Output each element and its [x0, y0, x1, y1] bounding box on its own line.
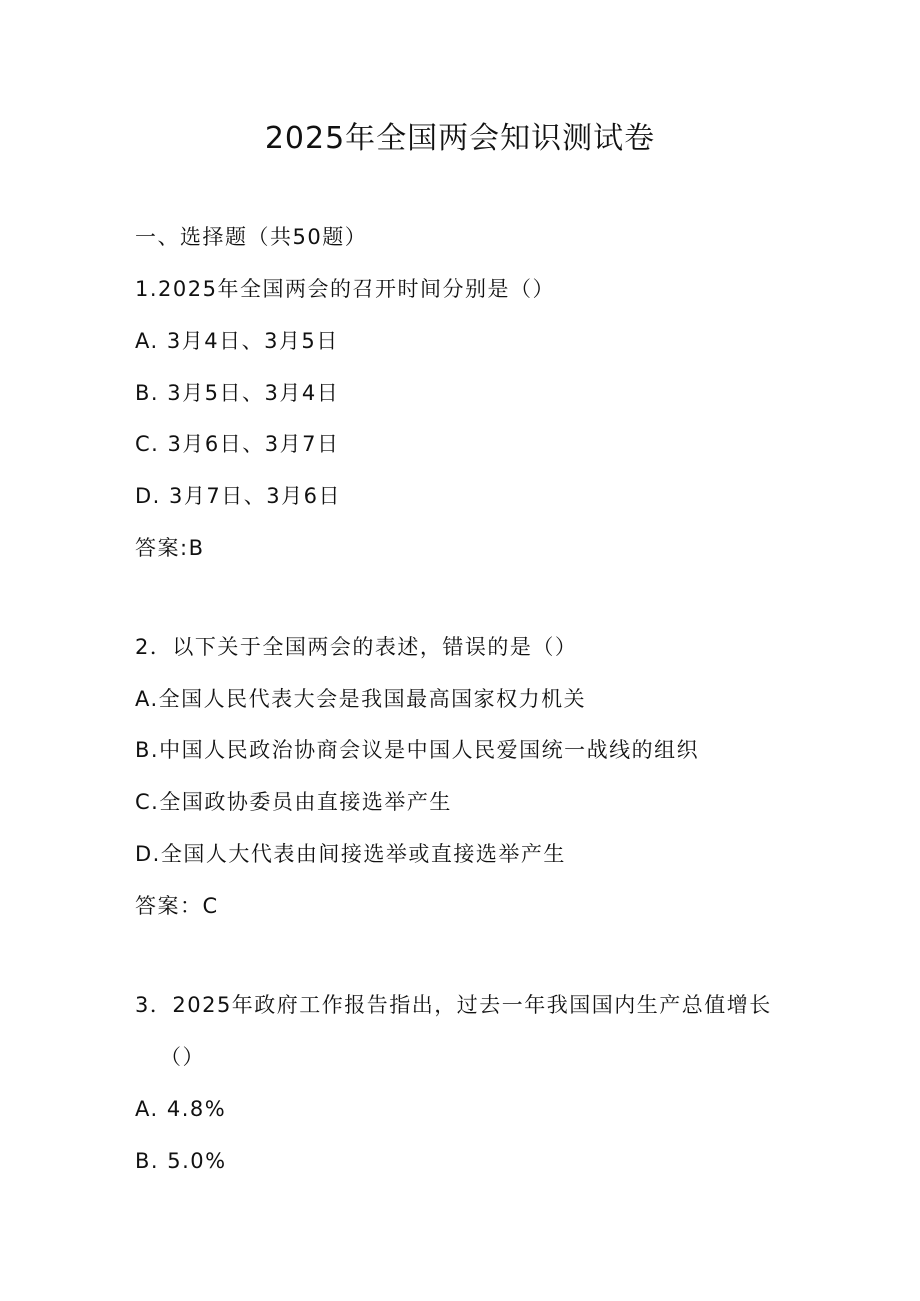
question-2-option-a: A.全国人民代表大会是我国最高国家权力机关 — [135, 687, 587, 711]
question-2-answer: 答案：C — [135, 894, 219, 918]
question-3-option-a: A. 4.8% — [135, 1097, 227, 1121]
section-heading: 一、选择题（共50题） — [135, 225, 368, 249]
question-3-stem: 3．2025年政府工作报告指出，过去一年我国国内生产总值增长 — [135, 993, 772, 1017]
question-1-option-b: B. 3月5日、3月4日 — [135, 381, 340, 405]
question-1-option-a: A. 3月4日、3月5日 — [135, 329, 339, 353]
question-1-answer: 答案:B — [135, 536, 205, 560]
question-2-option-c: C.全国政协委员由直接选举产生 — [135, 790, 452, 814]
question-1-stem: 1.2025年全国两会的召开时间分别是（） — [135, 277, 555, 301]
question-1-option-c: C. 3月6日、3月7日 — [135, 432, 340, 456]
question-3-stem-continuation: （） — [160, 1045, 205, 1069]
question-2-option-b: B.中国人民政治协商会议是中国人民爱国统一战线的组织 — [135, 738, 700, 762]
question-3-option-b: B. 5.0% — [135, 1149, 227, 1173]
document-title: 2025年全国两会知识测试卷 — [264, 121, 656, 156]
question-2-stem: 2．以下关于全国两会的表述，错误的是（） — [135, 635, 578, 659]
question-2-option-d: D.全国人大代表由间接选举或直接选举产生 — [135, 842, 566, 866]
question-1-option-d: D. 3月7日、3月6日 — [135, 484, 341, 508]
